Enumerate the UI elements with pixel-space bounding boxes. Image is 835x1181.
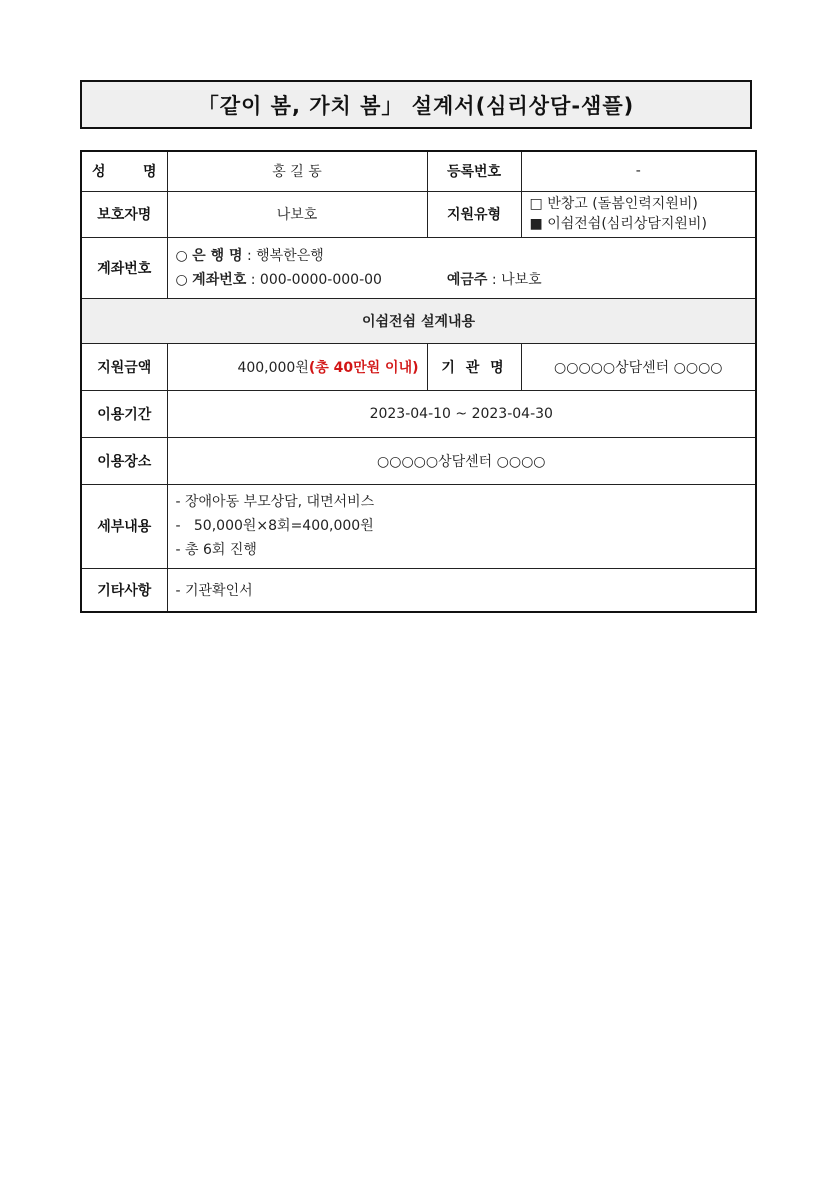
account-label: 계좌번호 [81, 237, 167, 298]
checkbox-checked-icon: ■ [529, 216, 543, 232]
account-number-label: 계좌번호 [192, 271, 247, 288]
holder-separator: : [491, 271, 497, 288]
period-value: 2023-04-10 ~ 2023-04-30 [167, 390, 756, 437]
account-separator: : [250, 271, 256, 288]
etc-label: 기타사항 [81, 568, 167, 612]
etc-value: - 기관확인서 [167, 568, 756, 612]
place-row [81, 437, 756, 484]
account-details [167, 237, 756, 298]
detail-row [81, 484, 756, 568]
section-title: 이쉼전쉼 설계내용 [81, 298, 756, 343]
name-value: 홍 길 동 [167, 151, 427, 191]
org-label: 기 관 명 [427, 343, 521, 390]
bank-line [176, 244, 748, 268]
support-option-bandage-text: 반창고 (돌봄인력지원비) [547, 196, 698, 212]
etc-row [81, 568, 756, 612]
bank-value: 행복한은행 [256, 247, 324, 264]
circle-bullet-icon: ○ [175, 271, 188, 288]
detail-line-1: - 장애아동 부모상담, 대면서비스 [175, 494, 375, 510]
detail-content [167, 484, 756, 568]
support-option-bandage [530, 194, 748, 214]
name-label [81, 151, 167, 191]
application-form-table [80, 150, 757, 613]
amount-limit-note: (총 40만원 이내) [308, 359, 419, 376]
detail-label: 세부내용 [81, 484, 167, 568]
section-header-row [81, 298, 756, 343]
support-option-rest [530, 214, 748, 234]
holder-label: 예금주 [446, 271, 488, 288]
bank-label: 은 행 명 [192, 247, 243, 264]
support-option-rest-text: 이쉼전쉼(심리상담지원비) [547, 216, 707, 232]
circle-bullet-icon: ○ [175, 247, 188, 264]
account-number-value: 000-0000-000-00 [259, 271, 382, 288]
period-label: 이용기간 [81, 390, 167, 437]
place-value: ○○○○○상담센터 ○○○○ [167, 437, 756, 484]
account-number-line [176, 268, 748, 292]
period-row [81, 390, 756, 437]
amount-cell [167, 343, 427, 390]
support-type-options [521, 191, 756, 237]
bank-separator: : [246, 247, 252, 264]
document-title: 「같이 봄, 가치 봄」 설계서(심리상담-샘플) [80, 80, 752, 129]
reg-value: - [521, 151, 756, 191]
amount-label: 지원금액 [81, 343, 167, 390]
checkbox-empty-icon: □ [529, 196, 543, 212]
name-label-char2: 명 [142, 164, 157, 181]
amount-row [81, 343, 756, 390]
name-row [81, 151, 756, 191]
amount-value: 400,000원 [237, 359, 309, 376]
holder-value: 나보호 [501, 271, 542, 288]
org-value: ○○○○○상담센터 ○○○○ [521, 343, 756, 390]
account-row [81, 237, 756, 298]
guardian-row [81, 191, 756, 237]
reg-label: 등록번호 [427, 151, 521, 191]
place-label: 이용장소 [81, 437, 167, 484]
support-type-label: 지원유형 [427, 191, 521, 237]
guardian-value: 나보호 [167, 191, 427, 237]
name-label-char1: 성 [92, 164, 106, 181]
guardian-label: 보호자명 [81, 191, 167, 237]
detail-line-3: - 총 6회 진행 [175, 542, 257, 558]
detail-line-2: - 50,000원×8회=400,000원 [175, 518, 374, 534]
